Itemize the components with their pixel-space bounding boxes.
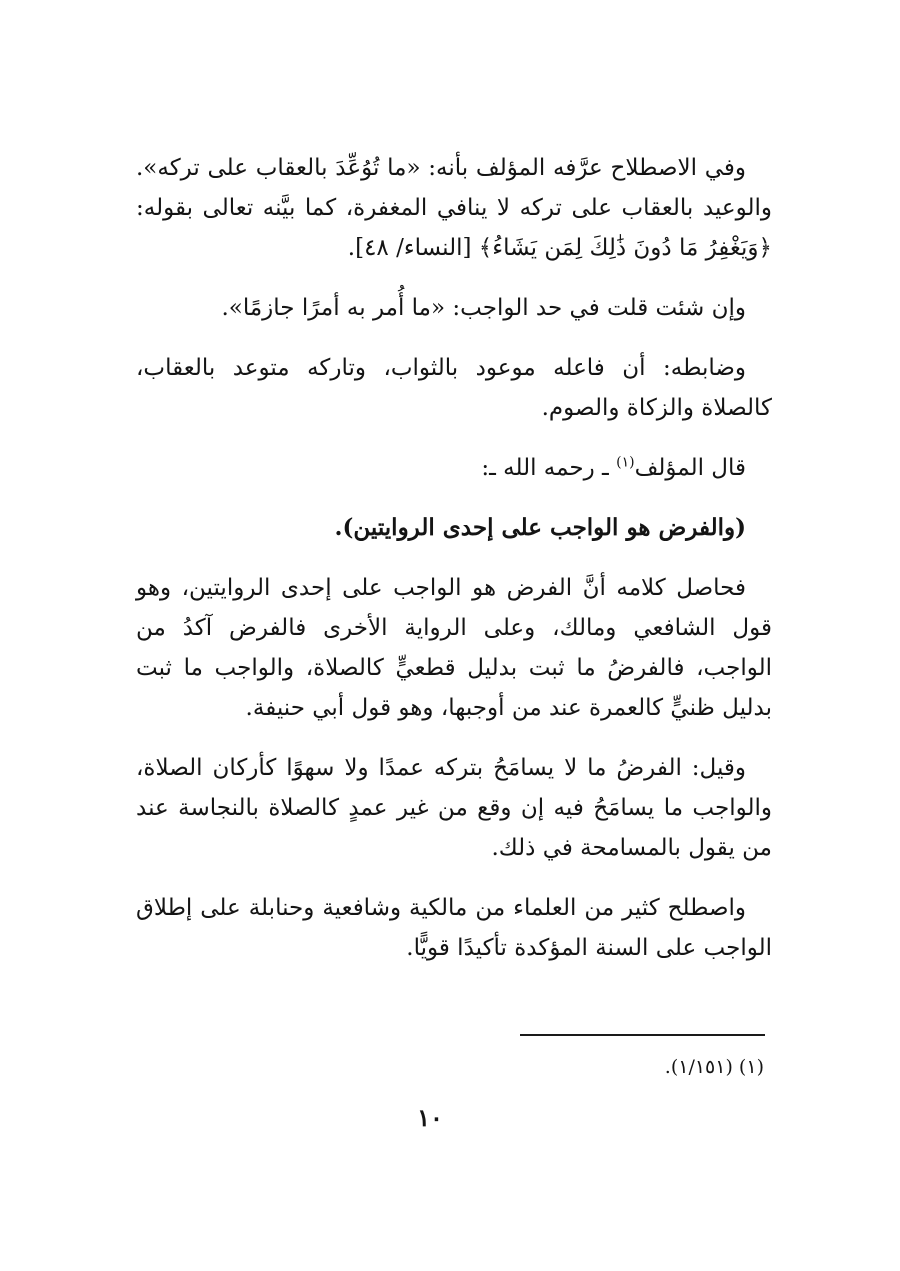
paragraph-other-opinion [136, 748, 772, 868]
paragraph-text: فحاصل كلامه أنَّ الفرض هو الواجب على إحدى الروايتين، وهو قول الشافعي ومالك، وعلى الرواية الأخرى فالفرض آكدُ من الواجب، فالفرضُ ما ثبت بدليل قطعيٍّ كالصلاة، والواجب ما ثبت بدليل ظنيٍّ كالعمرة عند من أوجبها، وهو قول أبي حنيفة. [136, 575, 772, 721]
paragraph-text: وقيل: الفرضُ ما لا يسامَحُ بتركه عمدًا ولا سهوًا كأركان الصلاة، والواجب ما يسامَحُ فيه إن وقع من غير عمدٍ كالصلاة بالنجاسة عند من يقول بالمسامحة في ذلك. [136, 755, 772, 861]
paragraph-text-after: ـ رحمه الله ـ: [481, 455, 617, 481]
footnote-marker: (١) [616, 454, 635, 471]
main-text [136, 148, 772, 988]
paragraph-matn-quote [136, 508, 772, 548]
footnote: (١) (١/١٥١). [664, 1056, 764, 1078]
paragraph-text: (والفرض هو الواجب على إحدى الروايتين). [334, 514, 746, 541]
paragraph-terminology [136, 888, 772, 968]
page-number: ١٠ [417, 1103, 443, 1132]
footnote-divider [520, 1034, 765, 1036]
paragraph-definition [136, 148, 772, 268]
paragraph-explanation [136, 568, 772, 728]
paragraph-text: وفي الاصطلاح عرَّفه المؤلف بأنه: «ما تُوُعِّدَ بالعقاب على تركه». والوعيد بالعقاب على تركه لا ينافي المغفرة، كما بيَّنه تعالى بقوله: ﴿وَيَغْفِرُ مَا دُونَ ذَٰلِكَ لِمَن يَشَاءُ﴾ [النساء/ ٤٨]. [136, 155, 772, 261]
paragraph-criterion [136, 348, 772, 428]
paragraph-alternative-definition [136, 288, 772, 328]
paragraph-text: قال المؤلف [634, 455, 746, 481]
paragraph-text: واصطلح كثير من العلماء من مالكية وشافعية وحنابلة على إطلاق الواجب على السنة المؤكدة تأكيدًا قويًّا. [136, 895, 772, 961]
paragraph-text: وضابطه: أن فاعله موعود بالثواب، وتاركه متوعد بالعقاب، كالصلاة والزكاة والصوم. [136, 355, 772, 421]
paragraph-text: وإن شئت قلت في حد الواجب: «ما أُمر به أمرًا جازمًا». [221, 295, 746, 321]
paragraph-author-says [136, 448, 772, 488]
